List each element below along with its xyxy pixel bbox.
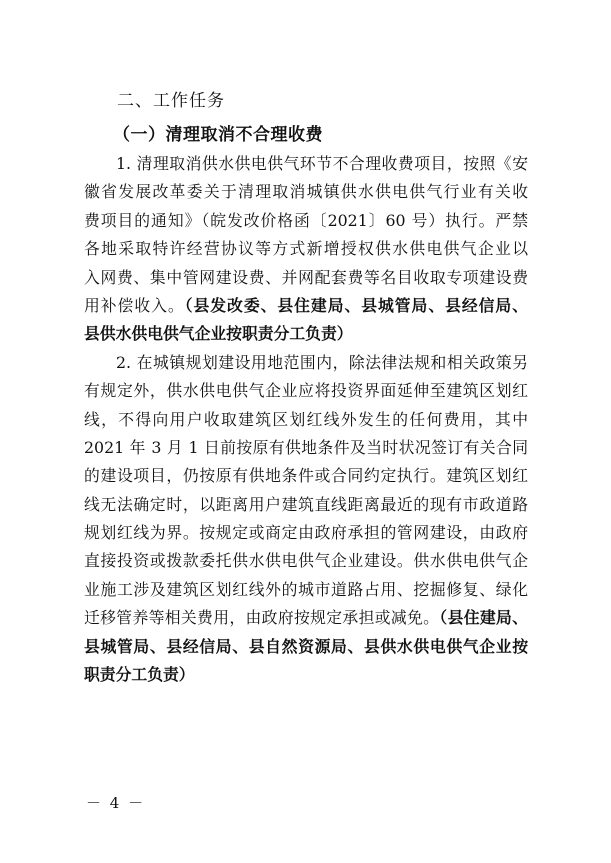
paragraph1-line-5: 入网费、集中管网建设费、并网配套费等名目收取专项建设费 [84,267,528,287]
paragraph1-line-6 [84,292,528,320]
paragraph2-line-8: 直接投资或拨款委托供水供电供气企业建设。供水供电供气企 [84,551,528,571]
paragraph1-responsible-units-1: （县发改委、县住建局、县城管局、县经信局、 [184,295,528,315]
paragraph2-responsible-units-2: 县城管局、县经信局、县自然资源局、县供水供电供气企业按 [84,636,528,656]
body-text [84,150,534,689]
paragraph2-line-2: 有规定外，供水供电供气企业应将投资界面延伸至建筑区划红 [84,381,528,401]
paragraph1-line-2: 徽省发展改革委关于清理取消城镇供水供电供气行业有关收 [84,182,528,202]
paragraph1-line-7 [84,320,528,348]
page-number: － 4 － [86,794,146,812]
paragraph2-responsible-units-1: （县住建局、 [439,608,528,628]
paragraph1-line-3: 费项目的通知》（皖发改价格函〔2021〕60 号）执行。严禁 [84,210,528,230]
subsection-heading: （一）清理取消不合理收费 [113,125,323,145]
paragraph2-line-5: 的建设项目，仍按原有供地条件或合同约定执行。建筑区划红 [84,466,528,486]
paragraph2-line-11 [84,633,528,661]
paragraph2-line-1: 2. 在城镇规划建设用地范围内，除法律法规和相关政策另 [116,352,528,372]
paragraph2-line-4: 2021 年 3 月 1 日前按原有供地条件及当时状况签订有关合同 [84,437,528,457]
paragraph2-line-3: 线，不得向用户收取建筑区划红线外发生的任何费用，其中 [84,409,528,429]
section-heading: 二、工作任务 [117,91,225,111]
paragraph2-line-7: 规划红线为界。按规定或商定由政府承担的管网建设，由政府 [84,523,528,543]
paragraph1-responsible-units-2: 县供水供电供气企业按职责分工负责） [84,324,353,344]
paragraph2-line-12 [84,661,528,689]
paragraph2-line-9: 业施工涉及建筑区划红线外的城市道路占用、挖掘修复、绿化 [84,579,528,599]
paragraph2-line-10 [84,604,528,632]
paragraph1-line-6-text: 用补偿收入。 [84,295,185,315]
paragraph1-line-4: 各地采取特许经营协议等方式新增授权供水供电供气企业以 [84,239,528,259]
paragraph1-line-1: 1. 清理取消供水供电供气环节不合理收费项目，按照《安 [116,154,528,173]
paragraph2-line-10-text: 迁移管养等相关费用，由政府按规定承担或减免。 [84,608,440,628]
paragraph2-line-6: 线无法确定时，以距离用户建筑直线距离最近的现有市政道路 [84,494,528,514]
paragraph2-responsible-units-3: 职责分工负责） [84,665,195,685]
